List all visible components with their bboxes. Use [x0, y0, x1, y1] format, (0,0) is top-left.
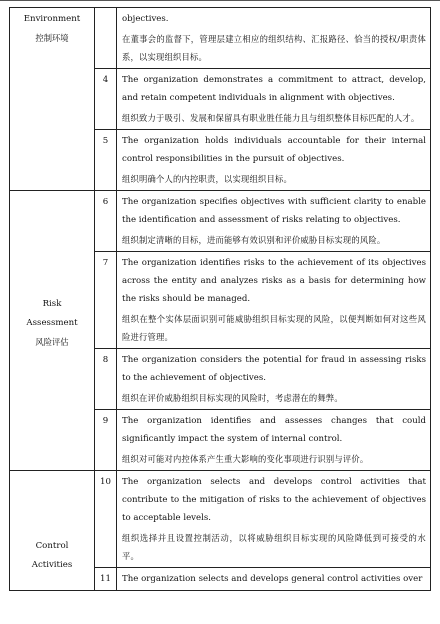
principle-text-en: The organization identifies risks to the achievement of its objectives across the entity and analyzes risks as a basis for determining how the risks should be managed.	[122, 258, 426, 304]
principle-number: 8	[95, 349, 117, 410]
principle-description	[117, 471, 431, 568]
principle-text-en: The organization selects and develops control activities that contribute to the mitigation of risks to the achievement of objectives to acceptable levels.	[122, 477, 426, 523]
principle-text-en: The organization specifies objectives with sufficient clarity to enable the identification and assessment of risks relating to objectives.	[122, 197, 426, 225]
principle-description	[117, 349, 431, 410]
component-name-zh: 控制环境	[35, 33, 69, 43]
component-cell-control-activities	[10, 471, 95, 591]
component-name-en: Environment	[23, 14, 81, 24]
principle-text-en: The organization holds individuals accountable for their internal control responsibilities in the pursuit of objectives.	[122, 136, 426, 164]
principle-text-zh: 在董事会的监督下，管理层建立相应的组织结构、汇报路径、恰当的授权/职责体系，以实现组织目标。	[122, 34, 426, 62]
principle-description	[117, 130, 431, 191]
component-name-en: Control	[35, 541, 69, 551]
principle-description	[117, 410, 431, 471]
principle-text-zh: 组织致力于吸引、发展和保留具有职业胜任能力且与组织整体目标匹配的人才。	[122, 113, 420, 123]
principle-text-en: The organization selects and develops general control activities over	[122, 574, 423, 584]
coso-principles-table	[9, 7, 431, 591]
table-row	[10, 8, 431, 69]
table-row	[10, 471, 431, 568]
component-name-en: Assessment	[26, 318, 78, 328]
principle-number: 7	[95, 252, 117, 349]
component-name-en: Activities	[31, 560, 73, 570]
principle-text-zh: 组织对可能对内控体系产生重大影响的变化事项进行识别与评价。	[122, 454, 369, 464]
component-name-en: Risk	[42, 299, 62, 309]
principle-text-en: The organization considers the potential for fraud in assessing risks to the achievement of objectives.	[122, 355, 426, 383]
principle-number: 4	[95, 69, 117, 130]
component-cell-control-environment	[10, 8, 95, 191]
principle-text-zh: 组织明确个人的内控职责，以实现组织目标。	[122, 174, 292, 184]
component-cell-risk-assessment	[10, 191, 95, 471]
principle-text-zh: 组织制定清晰的目标，进而能够有效识别和评价威胁目标实现的风险。	[122, 235, 386, 245]
principle-description	[117, 568, 431, 591]
principle-description	[117, 191, 431, 252]
principle-description	[117, 8, 431, 69]
principle-number: 5	[95, 130, 117, 191]
component-name-zh: 风险评估	[35, 337, 69, 347]
principle-text-zh: 组织选择并且设置控制活动，以将威胁组织目标实现的风险降低到可接受的水平。	[122, 533, 426, 561]
page-top-rule	[0, 0, 440, 1]
principle-number: 10	[95, 471, 117, 568]
principle-number: 6	[95, 191, 117, 252]
principle-text-zh: 组织在整个实体层面识别可能威胁组织目标实现的风险，以便判断如何对这些风险进行管理。	[122, 314, 426, 342]
principle-number: 11	[95, 568, 117, 591]
principle-description	[117, 252, 431, 349]
principle-description	[117, 69, 431, 130]
principle-number	[95, 8, 117, 69]
principle-text-en: The organization demonstrates a commitment to attract, develop, and retain competent individuals in alignment with objectives.	[122, 75, 426, 103]
principle-text-en: The organization identifies and assesses changes that could significantly impact the system of internal control.	[122, 416, 426, 444]
principle-text-en: objectives.	[122, 14, 169, 24]
table-row	[10, 191, 431, 252]
principle-number: 9	[95, 410, 117, 471]
principle-text-zh: 组织在评价威胁组织目标实现的风险时，考虑潜在的舞弊。	[122, 393, 343, 403]
